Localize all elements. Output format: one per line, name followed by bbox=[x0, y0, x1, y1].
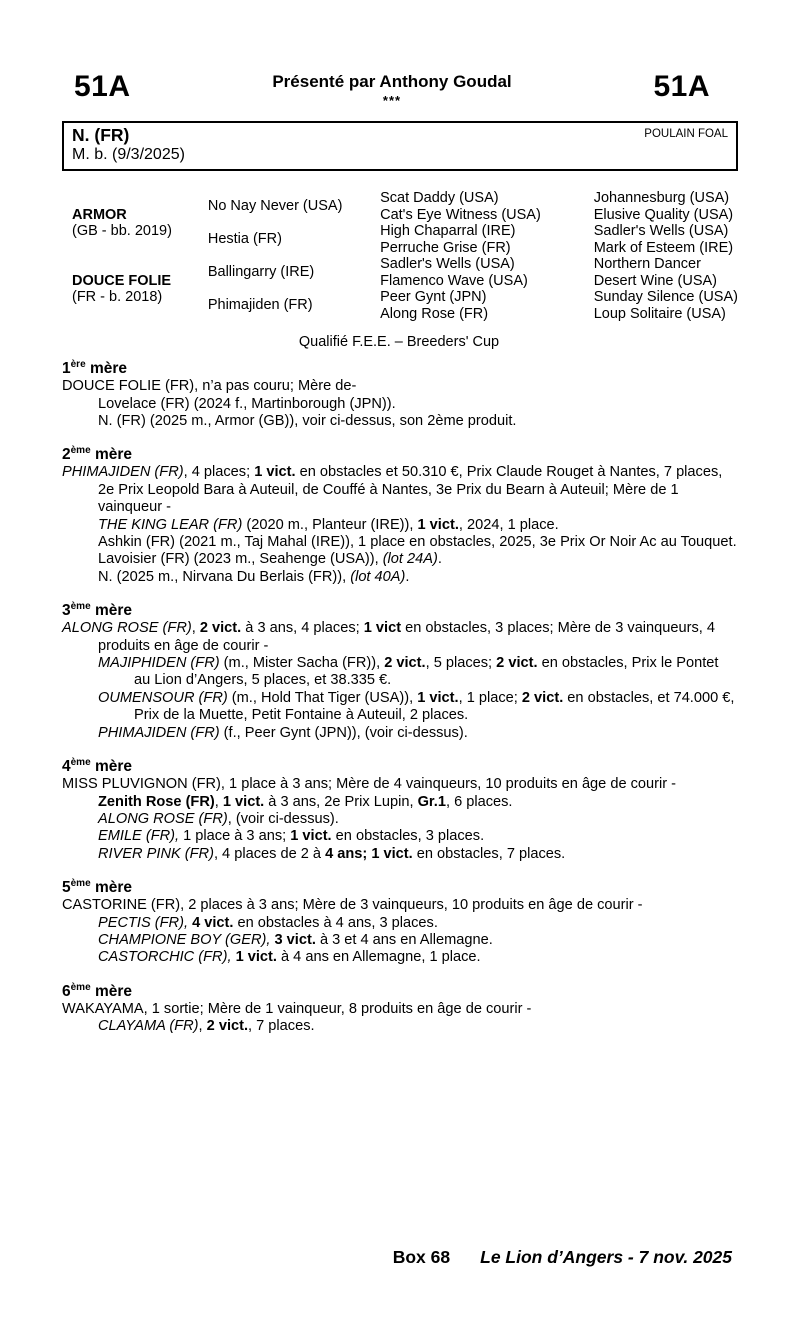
sire-cell bbox=[72, 190, 208, 256]
text-run: N. (2025 m., Nirvana Du Berlais (FR)), bbox=[98, 568, 351, 585]
qualification-line: Qualifié F.E.E. – Breeders' Cup bbox=[298, 334, 500, 351]
section-heading bbox=[62, 879, 738, 897]
dam-origin: (FR - b. 2018) bbox=[72, 289, 163, 306]
text-run: PHIMAJIDEN (FR) bbox=[62, 464, 184, 481]
dam-cell bbox=[72, 256, 208, 322]
section-number-suffix: ème bbox=[70, 601, 91, 613]
greatgrandparent-name: Cat's Eye Witness (USA) bbox=[380, 206, 541, 223]
text-run: PHIMAJIDEN (FR) bbox=[98, 724, 220, 741]
section-heading bbox=[62, 602, 738, 620]
pedigree-col-fourth-generation bbox=[594, 190, 738, 322]
title-box bbox=[62, 121, 738, 172]
text-run: , 2024, 1 place. bbox=[458, 516, 559, 533]
section-heading-text: mère bbox=[90, 602, 133, 620]
text-run: (lot 24A) bbox=[382, 551, 438, 568]
fourth-generation-name: Loup Solitaire (USA) bbox=[593, 305, 726, 322]
text-run: , 5 places; bbox=[425, 655, 497, 672]
progeny-line bbox=[62, 534, 738, 551]
text-run: 2 vict. bbox=[521, 689, 564, 706]
text-run: à 3 et 4 ans en Allemagne. bbox=[315, 931, 493, 948]
progeny-line bbox=[62, 1018, 738, 1035]
text-run: , 4 places de 2 à bbox=[213, 845, 326, 862]
section-heading-text: mère bbox=[90, 879, 133, 897]
text-run: Lavoisier (FR) (2023 m., Seahenge (USA)), bbox=[98, 551, 383, 568]
mare-line bbox=[62, 897, 738, 914]
text-run: . bbox=[437, 551, 442, 568]
text-run: ALONG ROSE (FR) bbox=[62, 620, 192, 637]
progeny-line bbox=[62, 811, 738, 828]
section-heading bbox=[62, 983, 738, 1001]
text-run: Ashkin (FR) (2021 m., Taj Mahal (IRE)), 1 place en obstacles, 2025, 3e Prix Or Noir Ac au Touquet. bbox=[98, 534, 737, 551]
mare-line bbox=[62, 1001, 738, 1018]
section-heading bbox=[62, 446, 738, 464]
fourth-generation-name: Sadler's Wells (USA) bbox=[593, 223, 729, 240]
text-run: en obstacles, Prix le Pontet au Lion d’Angers, 5 places, et 38.335 €. bbox=[134, 655, 719, 689]
mare-section bbox=[62, 446, 738, 586]
section-number: 2 bbox=[62, 446, 71, 464]
text-run: 1 vict. bbox=[254, 464, 296, 481]
grandparent-name: Phimajiden (FR) bbox=[207, 297, 313, 314]
text-run: (f., Peer Gynt (JPN)), (voir ci-dessus). bbox=[219, 724, 468, 741]
page-header bbox=[0, 0, 798, 108]
progeny-line bbox=[62, 396, 738, 413]
progeny-line bbox=[62, 794, 738, 811]
progeny-line bbox=[62, 949, 738, 966]
pedigree-col-parents bbox=[72, 190, 208, 322]
text-run: CASTORINE (FR), 2 places à 3 ans; Mère de 3 vainqueurs, 10 produits en âge de courir - bbox=[62, 897, 643, 914]
text-run: en obstacles, 3 places. bbox=[331, 828, 485, 845]
text-run: 1 vict. bbox=[417, 516, 459, 533]
grandparent-name: Ballingarry (IRE) bbox=[207, 264, 315, 281]
section-number: 6 bbox=[62, 982, 71, 1000]
greatgrandparent-name: Flamenco Wave (USA) bbox=[380, 272, 528, 289]
section-number-suffix: ème bbox=[70, 445, 91, 457]
progeny-line bbox=[62, 517, 738, 534]
text-run: 2 vict. bbox=[199, 620, 242, 637]
text-run: , 1 place; bbox=[458, 689, 522, 706]
sale-name-date: Le Lion d’Angers - 7 nov. 2025 bbox=[480, 1247, 732, 1267]
pedigree-col-greatgrandparents bbox=[380, 190, 594, 322]
text-run: ALONG ROSE (FR) bbox=[98, 810, 228, 827]
presenter-block bbox=[131, 72, 654, 108]
page-footer bbox=[393, 1247, 732, 1268]
section-heading bbox=[62, 360, 738, 378]
mare-line bbox=[62, 378, 738, 395]
section-number: 1 bbox=[62, 360, 71, 378]
fourth-generation-name: Johannesburg (USA) bbox=[593, 190, 730, 207]
progeny-line bbox=[62, 551, 738, 568]
text-run: à 4 ans en Allemagne, 1 place. bbox=[276, 949, 481, 966]
text-run: en obstacles à 4 ans, 3 places. bbox=[233, 914, 438, 931]
greatgrandparent-name: Perruche Grise (FR) bbox=[380, 239, 511, 256]
fourth-generation-name: Mark of Esteem (IRE) bbox=[593, 239, 734, 256]
lot-number-left: 51A bbox=[74, 70, 131, 103]
section-heading-text: mère bbox=[85, 360, 128, 378]
progeny-line bbox=[62, 932, 738, 949]
text-run: 4 ans; 1 vict. bbox=[325, 845, 413, 862]
text-run: MISS PLUVIGNON (FR), 1 place à 3 ans; Mère de 4 vainqueurs, 10 produits en âge de courir - bbox=[62, 776, 677, 793]
sire-name: ARMOR bbox=[72, 206, 127, 223]
presenter-line: Présenté par Anthony Goudal bbox=[272, 72, 512, 91]
section-number: 5 bbox=[62, 879, 71, 897]
text-run: en obstacles et 50.310 €, Prix Claude Rouget à Nantes, 7 places, 2e Prix Leopold Bara à Auteuil, de Couffé à Nantes, 3e Prix du Bearn à Auteuil; Mère de 1 vainqueur - bbox=[98, 464, 723, 516]
text-run: (m., Hold That Tiger (USA)), bbox=[227, 689, 418, 706]
text-run: , bbox=[214, 793, 223, 810]
progeny-line bbox=[62, 846, 738, 863]
text-run: à 3 ans, 4 places; bbox=[241, 620, 364, 637]
greatgrandparent-name: High Chaparral (IRE) bbox=[380, 223, 516, 240]
section-heading-text: mère bbox=[90, 982, 133, 1000]
progeny-line bbox=[62, 828, 738, 845]
text-run: , bbox=[198, 1018, 207, 1035]
section-number-suffix: ème bbox=[70, 756, 91, 768]
fourth-generation-name: Elusive Quality (USA) bbox=[593, 206, 734, 223]
progeny-line bbox=[62, 725, 738, 742]
mare-line bbox=[62, 464, 738, 516]
fourth-generation-name: Desert Wine (USA) bbox=[593, 272, 717, 289]
mare-line bbox=[62, 620, 738, 655]
text-run: 1 vict. bbox=[417, 689, 459, 706]
sire-origin: (GB - bb. 2019) bbox=[72, 223, 172, 240]
text-run: , bbox=[191, 620, 200, 637]
mare-section bbox=[62, 879, 738, 967]
horse-birth-line: M. b. (9/3/2025) bbox=[72, 145, 185, 163]
grandparent-name: Hestia (FR) bbox=[207, 231, 282, 248]
text-run: CLAYAMA (FR) bbox=[98, 1018, 199, 1035]
text-run: (m., Mister Sacha (FR)), bbox=[219, 655, 385, 672]
section-number-suffix: ème bbox=[70, 981, 91, 993]
text-run: 1 vict bbox=[363, 620, 402, 637]
mare-section bbox=[62, 602, 738, 742]
section-number-suffix: ère bbox=[70, 359, 86, 371]
text-run: 1 vict. bbox=[222, 793, 265, 810]
text-run: en obstacles, 7 places. bbox=[412, 845, 566, 862]
text-run: DOUCE FOLIE (FR), n’a pas couru; Mère de- bbox=[62, 378, 357, 395]
section-heading-text: mère bbox=[90, 758, 133, 776]
grandparent-name: No Nay Never (USA) bbox=[207, 198, 343, 215]
fourth-generation-name: Sunday Silence (USA) bbox=[593, 289, 738, 306]
section-number-suffix: ème bbox=[70, 877, 91, 889]
title-box-row bbox=[72, 125, 728, 145]
text-run: à 3 ans, 2e Prix Lupin, bbox=[264, 793, 418, 810]
mare-section bbox=[62, 360, 738, 430]
text-run: (lot 40A) bbox=[350, 568, 406, 585]
lot-number-right: 51A bbox=[653, 70, 710, 103]
text-run: OUMENSOUR (FR) bbox=[98, 689, 228, 706]
text-run: THE KING LEAR (FR) bbox=[98, 516, 243, 533]
mare-line bbox=[62, 776, 738, 793]
text-run: EMILE (FR), bbox=[98, 828, 180, 845]
text-run: 2 vict. bbox=[206, 1018, 249, 1035]
greatgrandparent-name: Along Rose (FR) bbox=[380, 305, 489, 322]
text-run: 1 place à 3 ans; bbox=[179, 828, 291, 845]
category-label: POULAIN FOAL bbox=[644, 127, 728, 140]
mare-section bbox=[62, 758, 738, 863]
horse-name: N. (FR) bbox=[72, 124, 130, 145]
text-run: Zenith Rose (FR) bbox=[98, 793, 215, 810]
text-run: , (voir ci-dessus). bbox=[227, 810, 339, 827]
section-number: 4 bbox=[62, 758, 71, 776]
greatgrandparent-name: Peer Gynt (JPN) bbox=[380, 289, 487, 306]
text-run: WAKAYAMA, 1 sortie; Mère de 1 vainqueur, 8 produits en âge de courir - bbox=[62, 1000, 532, 1017]
text-run: CASTORCHIC (FR), bbox=[98, 949, 236, 966]
greatgrandparent-name: Scat Daddy (USA) bbox=[380, 190, 499, 207]
text-run: 4 vict. bbox=[192, 914, 234, 931]
box-number: Box 68 bbox=[392, 1247, 451, 1267]
text-run: . bbox=[405, 568, 410, 585]
progeny-line bbox=[62, 569, 738, 586]
text-run: Lovelace (FR) (2024 f., Martinborough (JPN)). bbox=[98, 395, 396, 412]
text-run: en obstacles, 3 places; Mère de 3 vainqueurs, 4 produits en âge de courir - bbox=[98, 620, 716, 654]
fourth-generation-name: Northern Dancer bbox=[593, 256, 701, 273]
text-run: , 4 places; bbox=[183, 464, 255, 481]
progeny-line bbox=[62, 413, 738, 430]
text-run: Gr.1 bbox=[417, 793, 446, 810]
text-run: N. (FR) (2025 m., Armor (GB)), voir ci-dessus, son 2ème produit. bbox=[98, 413, 517, 430]
text-run: 3 vict. bbox=[274, 931, 316, 948]
text-run: CHAMPIONE BOY (GER), bbox=[98, 931, 275, 948]
section-number: 3 bbox=[62, 602, 71, 620]
text-run: 1 vict. bbox=[235, 949, 277, 966]
progeny-line bbox=[62, 915, 738, 932]
pedigree-table bbox=[72, 190, 738, 322]
dam-name: DOUCE FOLIE bbox=[72, 272, 172, 289]
greatgrandparent-name: Sadler's Wells (USA) bbox=[380, 256, 515, 273]
text-run: 2 vict. bbox=[496, 655, 538, 672]
text-run: (2020 m., Planteur (IRE)), bbox=[242, 516, 418, 533]
pedigree-col-grandparents bbox=[208, 190, 380, 322]
text-run: 2 vict. bbox=[384, 655, 426, 672]
progeny-line bbox=[62, 690, 738, 725]
mare-section bbox=[62, 983, 738, 1036]
text-run: MAJIPHIDEN (FR) bbox=[98, 655, 220, 672]
text-run: , 7 places. bbox=[248, 1018, 315, 1035]
text-run: RIVER PINK (FR) bbox=[98, 845, 214, 862]
text-run: en obstacles, et 74.000 €, Prix de la Muette, Petit Fontaine à Auteuil, 2 places. bbox=[134, 689, 735, 724]
section-heading-text: mère bbox=[90, 446, 133, 464]
text-run: , 6 places. bbox=[445, 793, 513, 810]
text-run: 1 vict. bbox=[290, 828, 332, 845]
progeny-line bbox=[62, 655, 738, 690]
text-run: PECTIS (FR), bbox=[98, 914, 193, 931]
section-heading bbox=[62, 758, 738, 776]
mare-sections bbox=[62, 360, 738, 1035]
stars-separator: *** bbox=[382, 92, 402, 108]
